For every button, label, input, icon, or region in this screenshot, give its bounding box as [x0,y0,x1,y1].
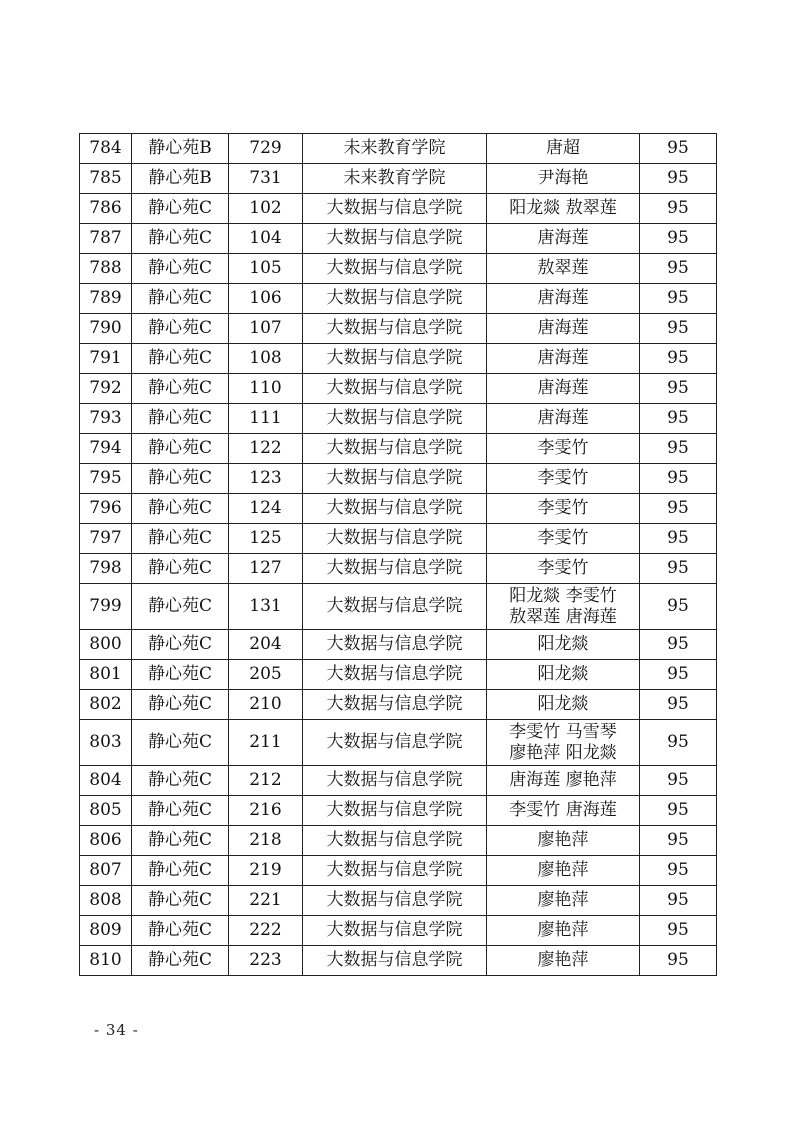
table-row [80,494,717,524]
cell-college: 大数据与信息学院 [303,916,487,946]
cell-college: 大数据与信息学院 [303,630,487,660]
cell-number: 807 [80,856,132,886]
table-row [80,524,717,554]
cell-score: 95 [640,766,717,796]
cell-college: 大数据与信息学院 [303,660,487,690]
cell-score: 95 [640,194,717,224]
cell-score: 95 [640,584,717,630]
cell-room: 131 [229,584,303,630]
cell-building: 静心苑C [132,766,229,796]
table-row [80,554,717,584]
cell-building: 静心苑C [132,886,229,916]
records-table [79,133,717,976]
table-row [80,886,717,916]
cell-college: 大数据与信息学院 [303,374,487,404]
cell-room: 102 [229,194,303,224]
cell-college: 未来教育学院 [303,164,487,194]
cell-score: 95 [640,404,717,434]
table-row [80,916,717,946]
cell-room: 223 [229,946,303,976]
cell-room: 216 [229,796,303,826]
person-names-line: 阳龙燚 [537,694,589,714]
cell-building: 静心苑C [132,826,229,856]
cell-score: 95 [640,554,717,584]
cell-persons [487,434,640,464]
cell-persons [487,660,640,690]
cell-college: 大数据与信息学院 [303,886,487,916]
cell-building: 静心苑C [132,660,229,690]
cell-room: 219 [229,856,303,886]
cell-persons [487,630,640,660]
table-row [80,946,717,976]
cell-college: 大数据与信息学院 [303,224,487,254]
cell-room: 731 [229,164,303,194]
cell-room: 212 [229,766,303,796]
cell-score: 95 [640,464,717,494]
table-row [80,344,717,374]
cell-persons [487,194,640,224]
cell-persons [487,524,640,554]
table-row [80,404,717,434]
cell-room: 106 [229,284,303,314]
cell-college: 未来教育学院 [303,134,487,164]
cell-college: 大数据与信息学院 [303,314,487,344]
cell-room: 222 [229,916,303,946]
cell-building: 静心苑C [132,194,229,224]
cell-building: 静心苑C [132,690,229,720]
cell-number: 808 [80,886,132,916]
cell-persons [487,766,640,796]
cell-room: 122 [229,434,303,464]
cell-number: 786 [80,194,132,224]
cell-number: 800 [80,630,132,660]
cell-college: 大数据与信息学院 [303,494,487,524]
cell-persons [487,224,640,254]
cell-building: 静心苑C [132,946,229,976]
cell-score: 95 [640,856,717,886]
cell-number: 799 [80,584,132,630]
cell-college: 大数据与信息学院 [303,856,487,886]
cell-score: 95 [640,254,717,284]
cell-number: 803 [80,720,132,766]
cell-persons [487,494,640,524]
cell-building: 静心苑C [132,916,229,946]
table-row [80,164,717,194]
person-names-line: 廖艳萍 [537,950,589,970]
person-names-line: 李雯竹 唐海莲 [509,800,617,820]
cell-score: 95 [640,434,717,464]
cell-room: 204 [229,630,303,660]
cell-college: 大数据与信息学院 [303,554,487,584]
person-names-line: 唐海莲 廖艳萍 [509,770,617,790]
cell-persons [487,344,640,374]
person-names-line: 阳龙燚 [537,664,589,684]
cell-room: 104 [229,224,303,254]
cell-score: 95 [640,826,717,856]
person-names-line: 阳龙燚 [537,634,589,654]
table-row [80,660,717,690]
cell-college: 大数据与信息学院 [303,344,487,374]
cell-score: 95 [640,314,717,344]
cell-building: 静心苑C [132,374,229,404]
cell-number: 801 [80,660,132,690]
cell-persons [487,554,640,584]
cell-persons [487,826,640,856]
person-names-line: 李雯竹 [537,528,589,548]
cell-persons [487,916,640,946]
person-names-line: 唐海莲 [537,378,589,398]
cell-persons [487,796,640,826]
cell-college: 大数据与信息学院 [303,720,487,766]
cell-college: 大数据与信息学院 [303,194,487,224]
cell-building: 静心苑B [132,164,229,194]
cell-persons [487,886,640,916]
cell-building: 静心苑C [132,434,229,464]
cell-building: 静心苑C [132,464,229,494]
cell-college: 大数据与信息学院 [303,434,487,464]
cell-number: 806 [80,826,132,856]
cell-building: 静心苑C [132,284,229,314]
cell-number: 792 [80,374,132,404]
cell-number: 798 [80,554,132,584]
cell-room: 111 [229,404,303,434]
person-names-line: 李雯竹 马雪琴 [509,721,617,742]
cell-number: 791 [80,344,132,374]
table-row [80,254,717,284]
cell-number: 795 [80,464,132,494]
cell-persons [487,254,640,284]
cell-room: 127 [229,554,303,584]
cell-building: 静心苑C [132,584,229,630]
table-row [80,434,717,464]
table-row [80,826,717,856]
cell-score: 95 [640,630,717,660]
cell-college: 大数据与信息学院 [303,404,487,434]
table-row [80,314,717,344]
cell-persons [487,464,640,494]
cell-score: 95 [640,946,717,976]
cell-number: 804 [80,766,132,796]
cell-persons [487,374,640,404]
person-names-line: 廖艳萍 [537,890,589,910]
cell-room: 108 [229,344,303,374]
cell-score: 95 [640,284,717,314]
table-row [80,766,717,796]
cell-score: 95 [640,134,717,164]
person-names-line: 唐海莲 [537,288,589,308]
person-names-line: 尹海艳 [537,168,589,188]
cell-room: 125 [229,524,303,554]
table-row [80,630,717,660]
cell-room: 205 [229,660,303,690]
person-names-line: 李雯竹 [537,558,589,578]
person-names-line: 李雯竹 [537,498,589,518]
person-names-line: 唐海莲 [537,228,589,248]
cell-room: 210 [229,690,303,720]
cell-number: 797 [80,524,132,554]
cell-building: 静心苑C [132,224,229,254]
person-names-line: 阳龙燚 李雯竹 [509,585,617,606]
cell-room: 729 [229,134,303,164]
cell-room: 123 [229,464,303,494]
cell-number: 805 [80,796,132,826]
cell-room: 107 [229,314,303,344]
cell-score: 95 [640,690,717,720]
table-row [80,194,717,224]
cell-number: 790 [80,314,132,344]
cell-room: 105 [229,254,303,284]
cell-score: 95 [640,164,717,194]
cell-score: 95 [640,916,717,946]
person-names-line: 廖艳萍 [537,860,589,880]
cell-persons [487,690,640,720]
person-names-line: 敖翠莲 唐海莲 [509,606,617,627]
cell-college: 大数据与信息学院 [303,254,487,284]
cell-college: 大数据与信息学院 [303,284,487,314]
person-names-line: 阳龙燚 敖翠莲 [509,198,617,218]
cell-persons [487,856,640,886]
cell-number: 810 [80,946,132,976]
person-names-line: 唐海莲 [537,348,589,368]
cell-college: 大数据与信息学院 [303,796,487,826]
cell-room: 110 [229,374,303,404]
table-row [80,720,717,766]
cell-number: 784 [80,134,132,164]
cell-persons [487,164,640,194]
cell-persons [487,284,640,314]
table-row [80,224,717,254]
cell-number: 796 [80,494,132,524]
person-names-line: 廖艳萍 [537,830,589,850]
cell-persons [487,134,640,164]
person-names-line: 廖艳萍 阳龙燚 [509,742,617,763]
table-row [80,374,717,404]
person-names-line: 廖艳萍 [537,920,589,940]
cell-college: 大数据与信息学院 [303,690,487,720]
cell-building: 静心苑C [132,720,229,766]
table-row [80,584,717,630]
cell-college: 大数据与信息学院 [303,766,487,796]
cell-score: 95 [640,796,717,826]
cell-room: 124 [229,494,303,524]
cell-score: 95 [640,494,717,524]
cell-number: 789 [80,284,132,314]
cell-college: 大数据与信息学院 [303,946,487,976]
person-names-line: 李雯竹 [537,438,589,458]
cell-room: 211 [229,720,303,766]
records-table-body [80,134,717,976]
cell-building: 静心苑C [132,314,229,344]
cell-building: 静心苑C [132,856,229,886]
cell-number: 809 [80,916,132,946]
cell-score: 95 [640,224,717,254]
cell-number: 788 [80,254,132,284]
person-names-line: 唐超 [546,138,580,158]
cell-persons [487,946,640,976]
cell-number: 802 [80,690,132,720]
cell-number: 794 [80,434,132,464]
table-row [80,464,717,494]
cell-building: 静心苑B [132,134,229,164]
table-row [80,284,717,314]
cell-score: 95 [640,344,717,374]
cell-building: 静心苑C [132,524,229,554]
cell-number: 785 [80,164,132,194]
cell-persons [487,584,640,630]
cell-building: 静心苑C [132,796,229,826]
page-number: - 34 - [94,1021,139,1039]
cell-persons [487,720,640,766]
cell-college: 大数据与信息学院 [303,826,487,856]
cell-room: 218 [229,826,303,856]
cell-score: 95 [640,374,717,404]
cell-building: 静心苑C [132,630,229,660]
person-names-line: 李雯竹 [537,468,589,488]
cell-college: 大数据与信息学院 [303,584,487,630]
table-row [80,796,717,826]
cell-college: 大数据与信息学院 [303,524,487,554]
cell-score: 95 [640,660,717,690]
table-row [80,856,717,886]
cell-score: 95 [640,524,717,554]
cell-persons [487,404,640,434]
table-row [80,134,717,164]
cell-building: 静心苑C [132,254,229,284]
cell-room: 221 [229,886,303,916]
cell-building: 静心苑C [132,494,229,524]
cell-building: 静心苑C [132,404,229,434]
cell-score: 95 [640,886,717,916]
cell-college: 大数据与信息学院 [303,464,487,494]
cell-number: 787 [80,224,132,254]
person-names-line: 敖翠莲 [537,258,589,278]
cell-building: 静心苑C [132,344,229,374]
cell-score: 95 [640,720,717,766]
person-names-line: 唐海莲 [537,318,589,338]
table-row [80,690,717,720]
cell-building: 静心苑C [132,554,229,584]
person-names-line: 唐海莲 [537,408,589,428]
cell-persons [487,314,640,344]
cell-number: 793 [80,404,132,434]
